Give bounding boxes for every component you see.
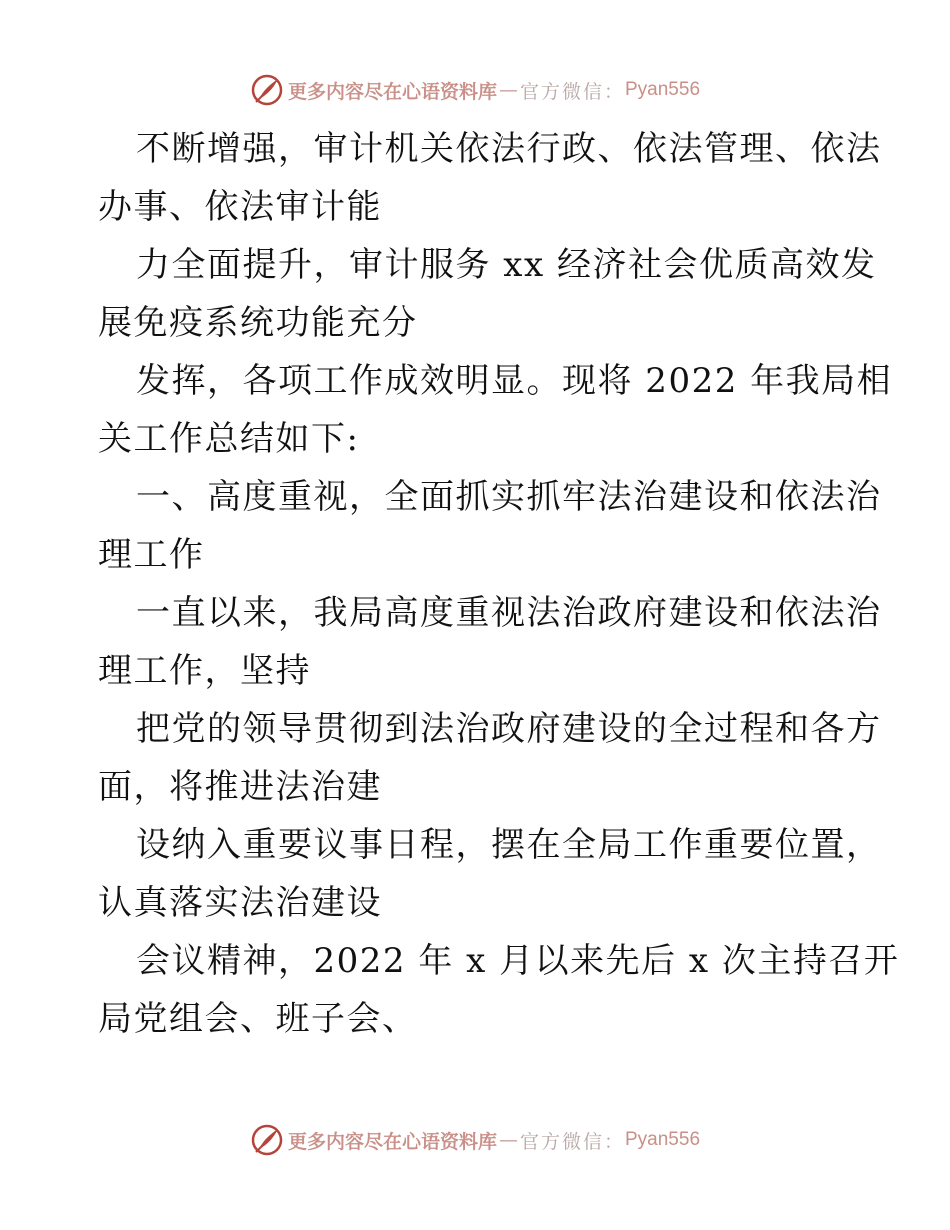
footer-watermark <box>0 1122 950 1158</box>
body-line: 办事、依法审计能 <box>98 187 382 227</box>
watermark-wechat-id: Pyan556 <box>625 79 701 100</box>
watermark-wechat-id: Pyan556 <box>625 1129 701 1150</box>
body-line: 理工作，坚持 <box>98 651 311 691</box>
body-line: 不断增强，审计机关依法行政、依法管理、依法 <box>136 129 882 169</box>
watermark-official-label: 官方微信： <box>519 1130 625 1153</box>
document-body <box>98 120 900 1048</box>
section-heading-continuation: 理工作 <box>98 535 205 575</box>
body-line: 认真落实法治建设 <box>98 883 382 923</box>
body-line: 一直以来，我局高度重视法治政府建设和依法治 <box>136 593 882 633</box>
header-watermark <box>0 72 950 108</box>
body-line: 面，将推进法治建 <box>98 767 382 807</box>
section-heading: 一、高度重视，全面抓实抓牢法治建设和依法治 <box>136 477 882 517</box>
body-line: 展免疫系统功能充分 <box>98 303 418 343</box>
body-line: 把党的领导贯彻到法治政府建设的全过程和各方 <box>136 709 882 749</box>
body-line: 局党组会、班子会、 <box>98 999 418 1039</box>
body-line: 会议精神，2022 年 x 月以来先后 x 次主持召开 <box>136 941 900 981</box>
watermark-separator: — <box>498 1129 518 1151</box>
watermark-separator: — <box>498 79 518 101</box>
feather-quill-icon <box>250 1123 284 1157</box>
body-line: 力全面提升，审计服务 xx 经济社会优质高效发 <box>136 245 877 285</box>
watermark-official-label: 官方微信： <box>519 80 625 103</box>
body-line: 设纳入重要议事日程，摆在全局工作重要位置， <box>136 825 882 865</box>
watermark-site-name: 更多内容尽在心语资料库 <box>287 80 497 103</box>
body-line: 关工作总结如下: <box>98 419 360 459</box>
body-line: 发挥，各项工作成效明显。现将 2022 年我局相 <box>136 361 893 401</box>
watermark-site-name: 更多内容尽在心语资料库 <box>287 1130 497 1153</box>
feather-quill-icon <box>250 73 284 107</box>
